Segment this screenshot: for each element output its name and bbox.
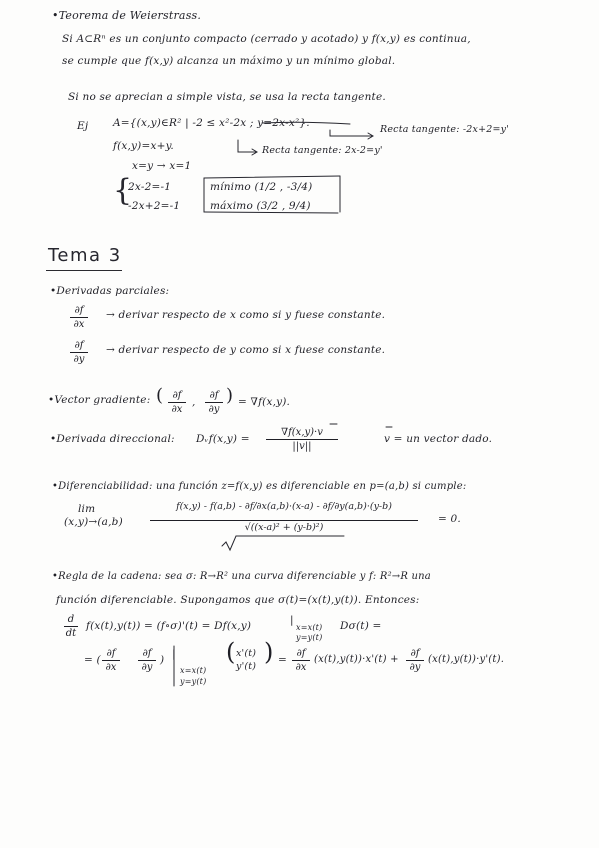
partial-y-numerator: ∂f [74,340,84,351]
system-row-1-minimum: mínimo (1/2 , -3/4) [210,181,313,193]
chain-dx-numerator: ∂f [106,648,116,659]
chain-vector-close: ) [264,638,274,666]
chain-equals: = [278,654,287,666]
partial-derivatives-title: •Derivadas parciales: [50,285,170,297]
weierstrass-title: •Teorema de Weierstrass. [52,9,202,22]
limit-subscript: (x,y)→(a,b) [64,516,123,528]
chain-vector-bottom: y'(t) [236,661,257,672]
partial-y-denominator: ∂y [73,354,85,365]
gradient-result: = ∇f(x,y). [238,396,291,408]
chain-equation-2-middle: (x(t),y(t))·x'(t) + [314,654,399,665]
gradient-comma: , [192,396,196,408]
gradient-x-denominator: ∂x [171,404,183,415]
chain-eval-bar-2: | [172,648,176,660]
directional-numerator: ∇f(x,y)·v [281,427,323,438]
extrema-bottom-line [204,212,338,213]
gradient-x-numerator: ∂f [172,390,182,401]
chain-d: d [67,614,75,625]
section-heading: Tema 3 [48,245,122,266]
chain-vector-open: ( [226,638,236,666]
chain-dy-numerator: ∂f [142,648,152,659]
chain-eval-y-1: y=y(t) [296,633,323,642]
differentiability-denominator: √((x-a)² + (y-b)²) [244,522,324,533]
chain-result-dy-denominator: ∂y [409,662,421,673]
example-label: Ej [77,120,89,132]
gradient-y-numerator: ∂f [209,390,219,401]
gradient-y-denominator: ∂y [208,404,220,415]
partial-y-explanation: → derivar respecto de y como si x fuese constante. [106,344,386,356]
sqrt-stroke [222,536,344,550]
tangent-hint: Si no se aprecian a simple vista, se usa la recta tangente. [68,91,386,103]
chain-equation-1-tail: Dσ(t) = [340,620,382,632]
example-domain: A={(x,y)∈R² | -2 ≤ x²-2x ; y=2x-x²}. [113,117,310,129]
weierstrass-statement-line-2: se cumple que f(x,y) alcanza un máximo y un mínimo global. [62,55,396,67]
differentiability-label: •Diferenciabilidad: una función z=f(x,y) es diferenciable en p=(a,b) si cumple: [52,481,467,492]
gradient-open-paren: ( [156,385,164,406]
chain-close-paren: ) [160,654,165,666]
domain-underline-stroke [262,122,350,124]
partial-x-explanation: → derivar respecto de x como si y fuese constante. [106,309,386,321]
partial-x-numerator: ∂f [74,305,84,316]
gradient-close-paren: ) [226,385,234,406]
chain-equation-1: f(x(t),y(t)) = (f∘σ)'(t) = Df(x,y) [86,620,252,632]
chain-result-dx-numerator: ∂f [296,648,306,659]
chain-equation-2-lhs: = ( [84,654,101,666]
tangent-arrow-1 [330,130,372,136]
weierstrass-statement-line-1: Si A⊂Rⁿ es un conjunto compacto (cerrado y acotado) y f(x,y) es continua, [62,33,471,45]
chain-rule-line-1: •Regla de la cadena: sea σ: R→R² una curva diferenciable y f: R²→R una [52,571,431,582]
chain-vector-top: x'(t) [236,648,257,659]
system-row-2-maximum: máximo (3/2 , 9/4) [210,200,311,212]
chain-result-dy-numerator: ∂f [410,648,420,659]
differentiability-equals-zero: = 0. [438,513,461,525]
directional-formula: Dᵥf(x,y) = [196,433,250,445]
chain-eval-bar-1: | [290,614,294,626]
chain-rule-line-2: función diferenciable. Supongamos que σ(t)=(x(t),y(t)). Entonces: [56,594,420,606]
directional-denominator: ||v|| [292,441,312,452]
chain-eval-x-1: x=x(t) [296,623,323,632]
example-function: f(x,y)=x+y. [113,140,174,152]
chain-dy-denominator: ∂y [141,662,153,673]
tangent-line-2: Recta tangente: 2x-2=y' [262,145,383,156]
partial-x-denominator: ∂x [73,319,85,330]
example-substitution: x=y → x=1 [132,160,192,172]
chain-result-dx-denominator: ∂x [295,662,307,673]
directional-label: •Derivada direccional: [50,433,175,445]
chain-dx-denominator: ∂x [105,662,117,673]
chain-equation-2-end: (x(t),y(t))·y'(t). [428,654,505,665]
tangent-line-1: Recta tangente: -2x+2=y' [380,124,510,135]
system-brace: { [113,173,133,208]
differentiability-numerator: f(x,y) - f(a,b) - ∂f/∂x(a,b)·(x-a) - ∂f/∂y(a,b)·(y-b) [176,501,392,512]
system-row-2-equation: -2x+2=-1 [128,200,181,212]
chain-dt: dt [65,628,77,639]
gradient-label: •Vector gradiente: [48,394,151,406]
system-row-1-equation: 2x-2=-1 [128,181,172,193]
chain-eval-x-2: x=x(t) [180,666,207,675]
limit-symbol: lim [78,503,96,515]
chain-eval-y-2: y=y(t) [180,677,207,686]
extrema-top-line [204,176,340,178]
directional-note: v = un vector dado. [384,433,493,445]
